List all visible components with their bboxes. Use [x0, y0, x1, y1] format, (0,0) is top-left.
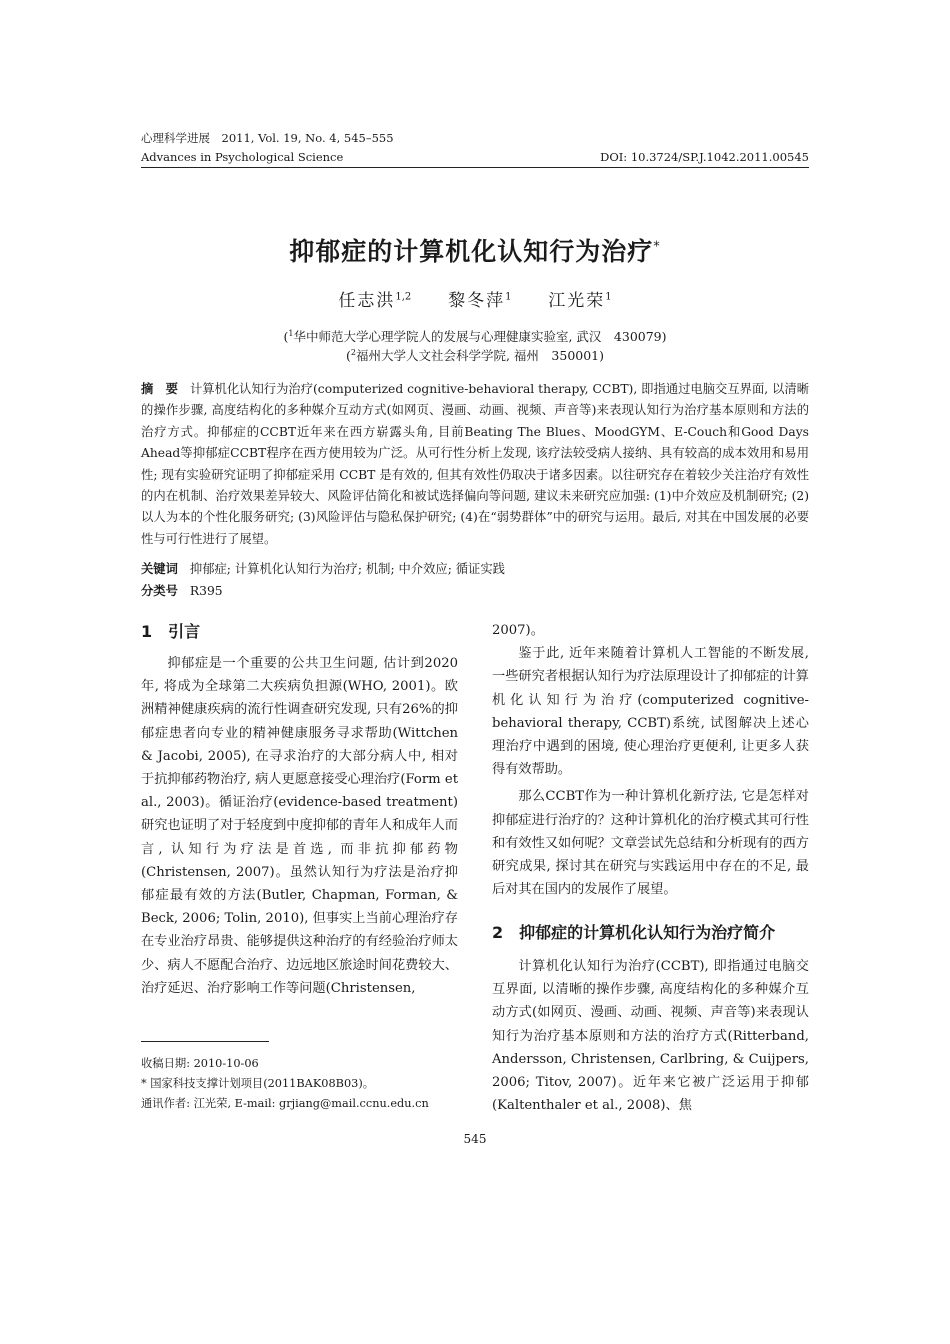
- abstract-text: 计算机化认知行为治疗(computerized cognitive-behavioral therapy, CCBT), 即指通过电脑交互界面, 以清晰的操作步骤, 高度结构化的多种媒介互动方式(如网页、漫画、动画、视频、声音等)来表现认知行为治疗基本原则和方法的治疗方式。抑郁症的CCBT近年来在西方崭露头角, 目前Beating The Blues、MoodGYM、E-Couch和Good Days Ahead等抑郁症CCBT程序在西方使用较为广泛。从可行性分析上发现, 该疗法较受病人接纳、具有较高的成本效用和易用性; 现有实验研究证明了抑郁症采用 CCBT 是有效的, 但其有效性仍取决于诸多因素。以往研究存在着较少关注治疗有效性的内在机制、治疗效果差异较大、风险评估简化和被试选择偏向等问题, 建议未来研究应加强: (1)中介效应及机制研究; (2)以人为本的个性化服务研究; (3)风险评估与隐私保护研究; (4)在“弱势群体”中的研究与运用。最后, 对其在中国发展的必要性与可行性进行了展望。: [141, 382, 809, 546]
- affiliation-2: [0, 343, 950, 365]
- abstract: [141, 379, 809, 550]
- author-affiliation-mark: 1,2: [395, 291, 412, 303]
- ccbt-body: [492, 955, 809, 1117]
- page-number: 545: [463, 1132, 487, 1146]
- classification-label: 分类号: [141, 584, 178, 598]
- section-title: 引言: [168, 622, 201, 641]
- keywords-label: 关键词: [141, 562, 178, 576]
- paragraph-continuation: 2007)。: [492, 623, 544, 638]
- journal-header-cn: 心理科学进展 2011, Vol. 19, No. 4, 545–555: [141, 131, 394, 145]
- paragraph: 那么CCBT作为一种计算机化新疗法, 它是怎样对抑郁症进行治疗的？这种计算机化的治疗模式其可行性和有效性又如何呢？文章尝试先总结和分析现有的西方研究成果, 探讨其在研究与实践运用中存在的不足, 最后对其在国内的发展作了展望。: [492, 789, 809, 898]
- author-affiliation-mark: 1: [605, 291, 612, 303]
- keywords: [141, 559, 809, 580]
- author-list: [0, 286, 950, 311]
- section-number: 1: [141, 622, 153, 641]
- footnote-received: 收稿日期: 2010-10-06: [141, 1057, 259, 1070]
- right-column-body: [492, 619, 809, 901]
- affiliation-text: 福州大学人文社会科学学院, 福州 350001): [355, 348, 605, 364]
- author-name: 江光荣: [548, 291, 606, 311]
- article-title: [0, 232, 950, 268]
- abstract-label: 摘 要: [141, 382, 178, 396]
- affiliation-paren: (: [283, 329, 289, 345]
- section-title: 抑郁症的计算机化认知行为治疗简介: [519, 923, 776, 942]
- title-footnote-mark: *: [653, 239, 661, 255]
- footnote-fund: * 国家科技支撑计划项目(2011BAK08B03)。: [141, 1077, 375, 1090]
- journal-header-en: Advances in Psychological Science: [141, 150, 344, 164]
- section-number: 2: [492, 923, 504, 942]
- classification: [141, 581, 809, 602]
- doi-text[interactable]: DOI: 10.3724/SP.J.1042.2011.00545: [600, 150, 809, 164]
- paragraph: 计算机化认知行为治疗(CCBT), 即指通过电脑交互界面, 以清晰的操作步骤, 高度结构化的多种媒介互动方式(如网页、漫画、动画、视频、声音等)来表现认知行为治疗基本原则和方法的治疗方式(Ritterband, Andersson, Christensen, Carlbring, & Cuijpers, 2006; Titov, 2007)。近年来它被广泛运用于抑郁(Kaltenthaler et al., 2008)、焦: [492, 959, 809, 1114]
- article-title-text: 抑郁症的计算机化认知行为治疗: [289, 237, 654, 266]
- intro-body: [141, 652, 458, 1000]
- paragraph: 抑郁症是一个重要的公共卫生问题, 估计到2020年, 将成为全球第二大疾病负担源(WHO, 2001)。欧洲精神健康疾病的流行性调查研究发现, 只有26%的抑郁症患者向专业的精神健康服务寻求帮助(Wittchen & Jacobi, 2005), 在寻求治疗的大部分病人中, 相对于抗抑郁药物治疗, 病人更愿意接受心理治疗(Form et al., 2003)。循证治疗(evidence-based treatment)研究也证明了对于轻度到中度抑郁的青年人和成年人而言, 认知行为疗法是首选, 而非抗抑郁药物(Christensen, 2007)。虽然认知行为疗法是治疗抑郁症最有效的方法(Butler, Chapman, Forman, & Beck, 2006; Tolin, 2010), 但事实上当前心理治疗存在专业治疗昂贵、能够提供这种治疗的有经验治疗师太少、病人不愿配合治疗、边远地区旅途时间花费较大、治疗延迟、治疗影响工作等问题(Christensen,: [141, 656, 458, 996]
- section-heading-intro: [141, 619, 200, 642]
- keywords-text: 抑郁症; 计算机化认知行为治疗; 机制; 中介效应; 循证实践: [189, 562, 505, 576]
- affiliation-number: 2: [350, 348, 356, 357]
- section-heading-ccbt: [492, 920, 775, 943]
- paragraph: 鉴于此, 近年来随着计算机人工智能的不断发展, 一些研究者根据认知行为疗法原理设计了抑郁症的计算机化认知行为治疗(computerized cognitive-behavioral therapy, CCBT)系统, 试图解决上述心理治疗中遇到的困境, 使心理治疗更便利, 让更多人获得有效帮助。: [492, 646, 809, 778]
- affiliation-text: 华中师范大学心理学院人的发展与心理健康实验室, 武汉 430079): [293, 329, 667, 345]
- affiliation-paren: (: [345, 348, 351, 364]
- author-affiliation-mark: 1: [505, 291, 512, 303]
- affiliation-number: 1: [288, 329, 294, 338]
- author-name: 黎冬萍: [448, 291, 506, 311]
- footnote-corresponding: 通讯作者: 江光荣, E-mail: grjiang@mail.ccnu.edu.cn: [141, 1097, 429, 1110]
- classification-text: R395: [189, 584, 223, 598]
- footnote-rule: [141, 1041, 269, 1042]
- author-name: 任志洪: [338, 291, 396, 311]
- header-rule: [141, 167, 809, 168]
